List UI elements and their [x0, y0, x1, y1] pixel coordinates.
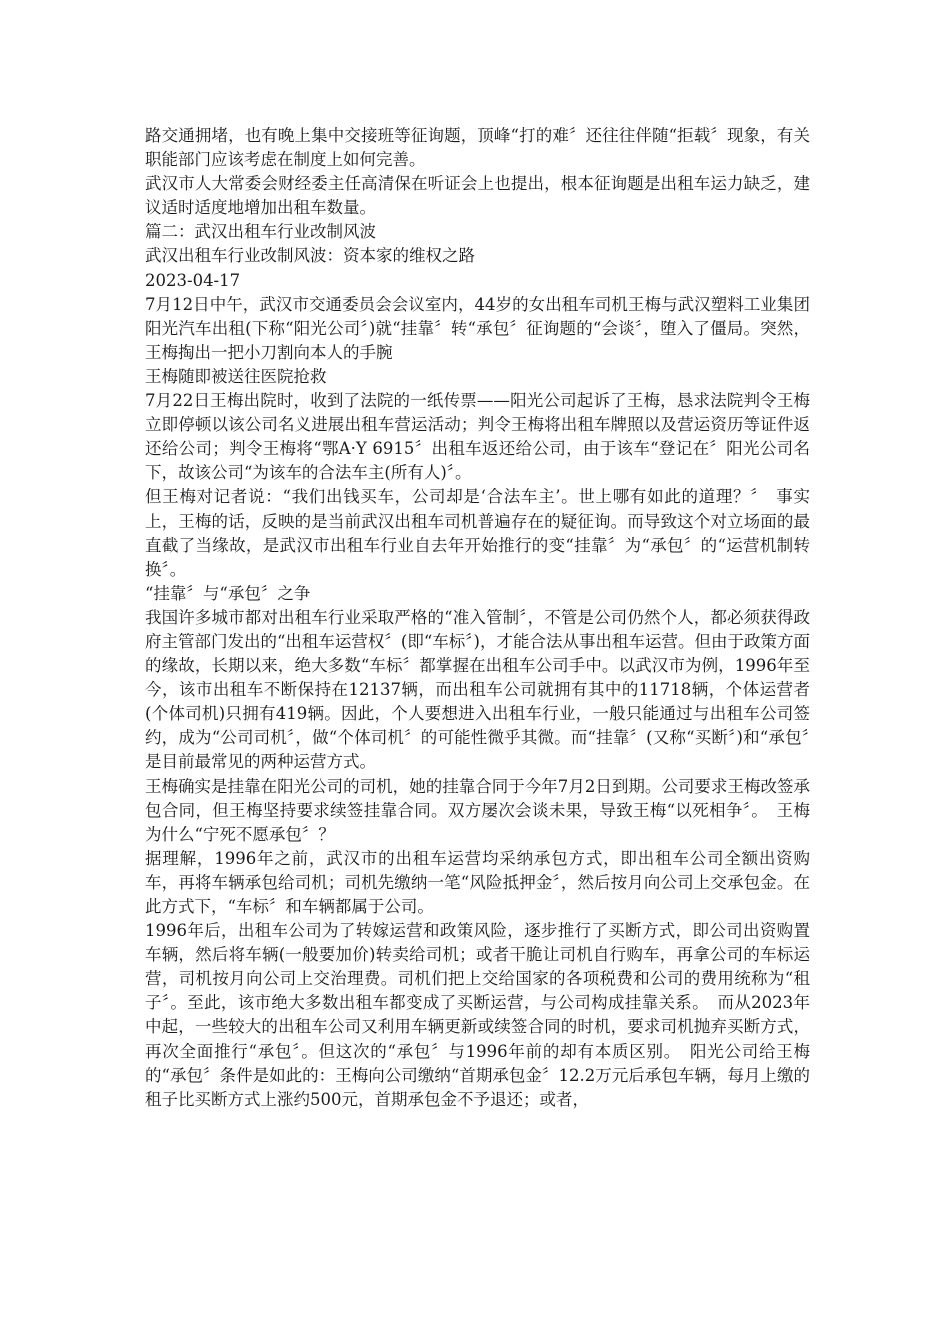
- paragraph-contract-dispute: 王梅确实是挂靠在阳光公司的司机，她的挂靠合同于今年7月2日到期。公司要求王梅改签承包合同，但王梅坚持要求续签挂靠合同。双方屡次会谈未果，导致王梅“以死相争〞。 王梅为什么“宁死不愿承包〞？: [145, 776, 810, 844]
- paragraph-access-control: 我国许多城市都对出租车行业采取严格的“准入管制〞，不管是公司仍然个人，都必须获得政府主管部门发出的“出租车运营权〞(即“车标〞)，才能合法从事出租车运营。但由于政策方面的缘故，长期以来，绝大多数“车标〞都掌握在出租车公司手中。以武汉市为例，1996年至今，该市出租车不断保持在12137辆，而出租车公司就拥有其中的11718辆，个体运营者(个体司机)只拥有419辆。因此，个人要想进入出租车行业，一般只能通过与出租车公司签约，成为“公司司机〞，做“个体司机〞的可能性微乎其微。而“挂靠〞(又称“买断〞)和“承包〞是目前最常见的两种运营方式。: [145, 607, 810, 772]
- paragraph-meeting-deadlock: 7月12日中午，武汉市交通委员会会议室内，44岁的女出租车司机王梅与武汉塑料工业集团阳光汽车出租(下称“阳光公司〞)就“挂靠〞转“承包〞征询题的“会谈〞，堕入了僵局。突然，王梅掏出一把小刀割向本人的手腕: [145, 294, 810, 362]
- section-heading: 篇二：武汉出租车行业改制风波: [145, 222, 376, 242]
- paragraph-driver-statement: 但王梅对记者说：“我们出钱买车，公司却是‘合法车主’。世上哪有如此的道理？〞 事实上，王梅的话，反映的是当前武汉出租车司机普遍存在的疑征询。而导致这个对立场面的最直截了当缘故，是武汉市出租车行业自去年开始推行的变“挂靠〞为“承包〞的“运营机制转换〞。: [145, 487, 810, 579]
- article-date: 2023-04-17: [145, 270, 241, 290]
- document-body: [145, 124, 810, 1112]
- paragraph-hospital: 王梅随即被送往医院抢救: [145, 366, 327, 386]
- paragraph-traffic-congestion: 路交通拥堵，也有晚上集中交接班等征询题，顶峰“打的难〞还往往伴随“拒载〞现象，有关职能部门应该考虑在制度上如何完善。: [145, 126, 810, 170]
- paragraph-post-1996: 1996年后，出租车公司为了转嫁运营和政策风险，逐步推行了买断方式，即公司出资购置车辆，然后将车辆(一般要加价)转卖给司机；或者干脆让司机自行购车，再拿公司的车标运营，司机按月向公司上交治理费。司机们把上交给国家的各项税费和公司的费用统称为“租子〞。至此，该市绝大多数出租车都变成了买断运营，与公司构成挂靠关系。 而从2023年中起，一些较大的出租车公司又利用车辆更新或续签合同的时机，要求司机抛弃买断方式，再次全面推行“承包〞。但这次的“承包〞与1996年前的却有本质区别。 阳光公司给王梅的“承包〞条件是如此的：王梅向公司缴纳“首期承包金〞12.2万元后承包车辆，每月上缴的租子比买断方式上涨约500元，首期承包金不予退还；或者，: [145, 921, 810, 1109]
- paragraph-lawsuit: 7月22日王梅出院时，收到了法院的一纸传票——阳光公司起诉了王梅，恳求法院判令王梅立即停顿以该公司名义进展出租车营运活动；判令王梅将出租车牌照以及营运资历等证件返还给公司；判令王梅将“鄂A·Y 6915〞出租车返还给公司，由于该车“登记在〞阳光公司名下，故该公司“为该车的合法车主(所有人)〞。: [145, 391, 810, 483]
- paragraph-committee-proposal: 武汉市人大常委会财经委主任高清保在听证会上也提出，根本征询题是出租车运力缺乏，建议适时适度地增加出租车数量。: [145, 174, 810, 218]
- paragraph-pre-1996: 据理解，1996年之前，武汉市的出租车运营均采纳承包方式，即出租车公司全额出资购车，再将车辆承包给司机；司机先缴纳一笔“风险抵押金〞，然后按月向公司上交承包金。在此方式下，“车标〞和车辆都属于公司。: [145, 848, 810, 916]
- subsection-heading: “挂靠〞与“承包〞之争: [145, 583, 311, 603]
- article-title: 武汉出租车行业改制风波：资本家的维权之路: [145, 246, 475, 266]
